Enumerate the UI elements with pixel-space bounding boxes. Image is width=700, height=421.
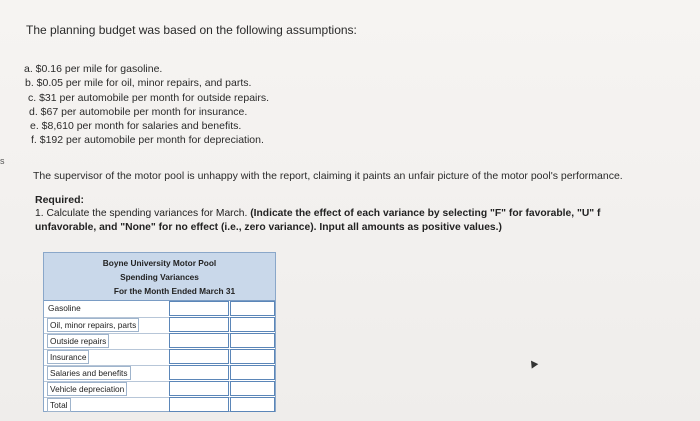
assumption-c: c. $31 per automobile per month for outside repairs. (28, 91, 270, 104)
intro-text: The planning budget was based on the following assumptions: (26, 23, 357, 37)
outside-repairs-variance-input[interactable] (169, 333, 229, 348)
row-label: Total (47, 398, 71, 412)
assumption-a: a. $0.16 per mile for gasoline. (24, 63, 163, 75)
table-row-total (44, 397, 275, 413)
table-title: Boyne University Motor Pool (102, 258, 217, 268)
assumption-f: f. $192 per automobile per month for depreciation. (31, 134, 264, 147)
outside-repairs-effect-select[interactable] (230, 333, 275, 348)
edge-mark: s (0, 156, 5, 166)
total-variance-input[interactable] (169, 397, 229, 412)
assumption-d: d. $67 per automobile per month for insurance. (29, 105, 248, 118)
row-label: Salaries and benefits (47, 366, 131, 380)
salaries-variance-input[interactable] (169, 365, 229, 380)
row-label: Vehicle depreciation (47, 382, 127, 396)
table-row-insurance (44, 349, 275, 366)
supervisor-text: The supervisor of the motor pool is unhappy with the report, claiming it paints an unfair picture of the motor pool's performance. (33, 170, 623, 182)
row-label: Oil, minor repairs, parts (47, 318, 139, 332)
required-instructions (35, 207, 700, 234)
row-label: Outside repairs (47, 334, 109, 348)
gasoline-variance-input[interactable] (169, 301, 229, 316)
table-subtitle: Spending Variances (120, 272, 199, 282)
required-label: Required: (35, 194, 85, 206)
instruction-line-1-bold: (Indicate the effect of each variance by selecting "F" for favorable, "U" f (250, 208, 601, 219)
table-row-outside-repairs (44, 333, 275, 350)
insurance-variance-input[interactable] (169, 349, 229, 364)
gasoline-effect-select[interactable] (230, 301, 275, 316)
table-row-oil (44, 317, 275, 334)
row-label: Insurance (47, 350, 89, 364)
instruction-line-2: unfavorable, and "None" for no effect (i.e., zero variance). Input all amounts as positive values.) (35, 221, 502, 233)
assumptions-list (24, 62, 269, 148)
total-effect-select[interactable] (230, 397, 275, 412)
table-row-salaries (44, 365, 275, 382)
instruction-line-1 (35, 207, 700, 221)
table-period: For the Month Ended March 31 (113, 286, 236, 296)
depreciation-effect-select[interactable] (230, 381, 275, 396)
oil-effect-select[interactable] (230, 317, 275, 332)
table-row-depreciation (44, 381, 275, 398)
insurance-effect-select[interactable] (230, 349, 275, 364)
assumption-b: b. $0.05 per mile for oil, minor repairs, and parts. (25, 77, 252, 90)
instruction-line-1-normal: 1. Calculate the spending variances for March. (35, 208, 251, 219)
spending-variances-table (43, 252, 276, 412)
table-row-gasoline (44, 301, 275, 318)
row-label: Gasoline (48, 303, 81, 313)
mouse-cursor-icon (528, 358, 539, 368)
salaries-effect-select[interactable] (230, 365, 275, 380)
depreciation-variance-input[interactable] (169, 381, 229, 396)
table-header (44, 253, 275, 301)
oil-variance-input[interactable] (169, 317, 229, 332)
assumption-e: e. $8,610 per month for salaries and benefits. (30, 120, 242, 133)
